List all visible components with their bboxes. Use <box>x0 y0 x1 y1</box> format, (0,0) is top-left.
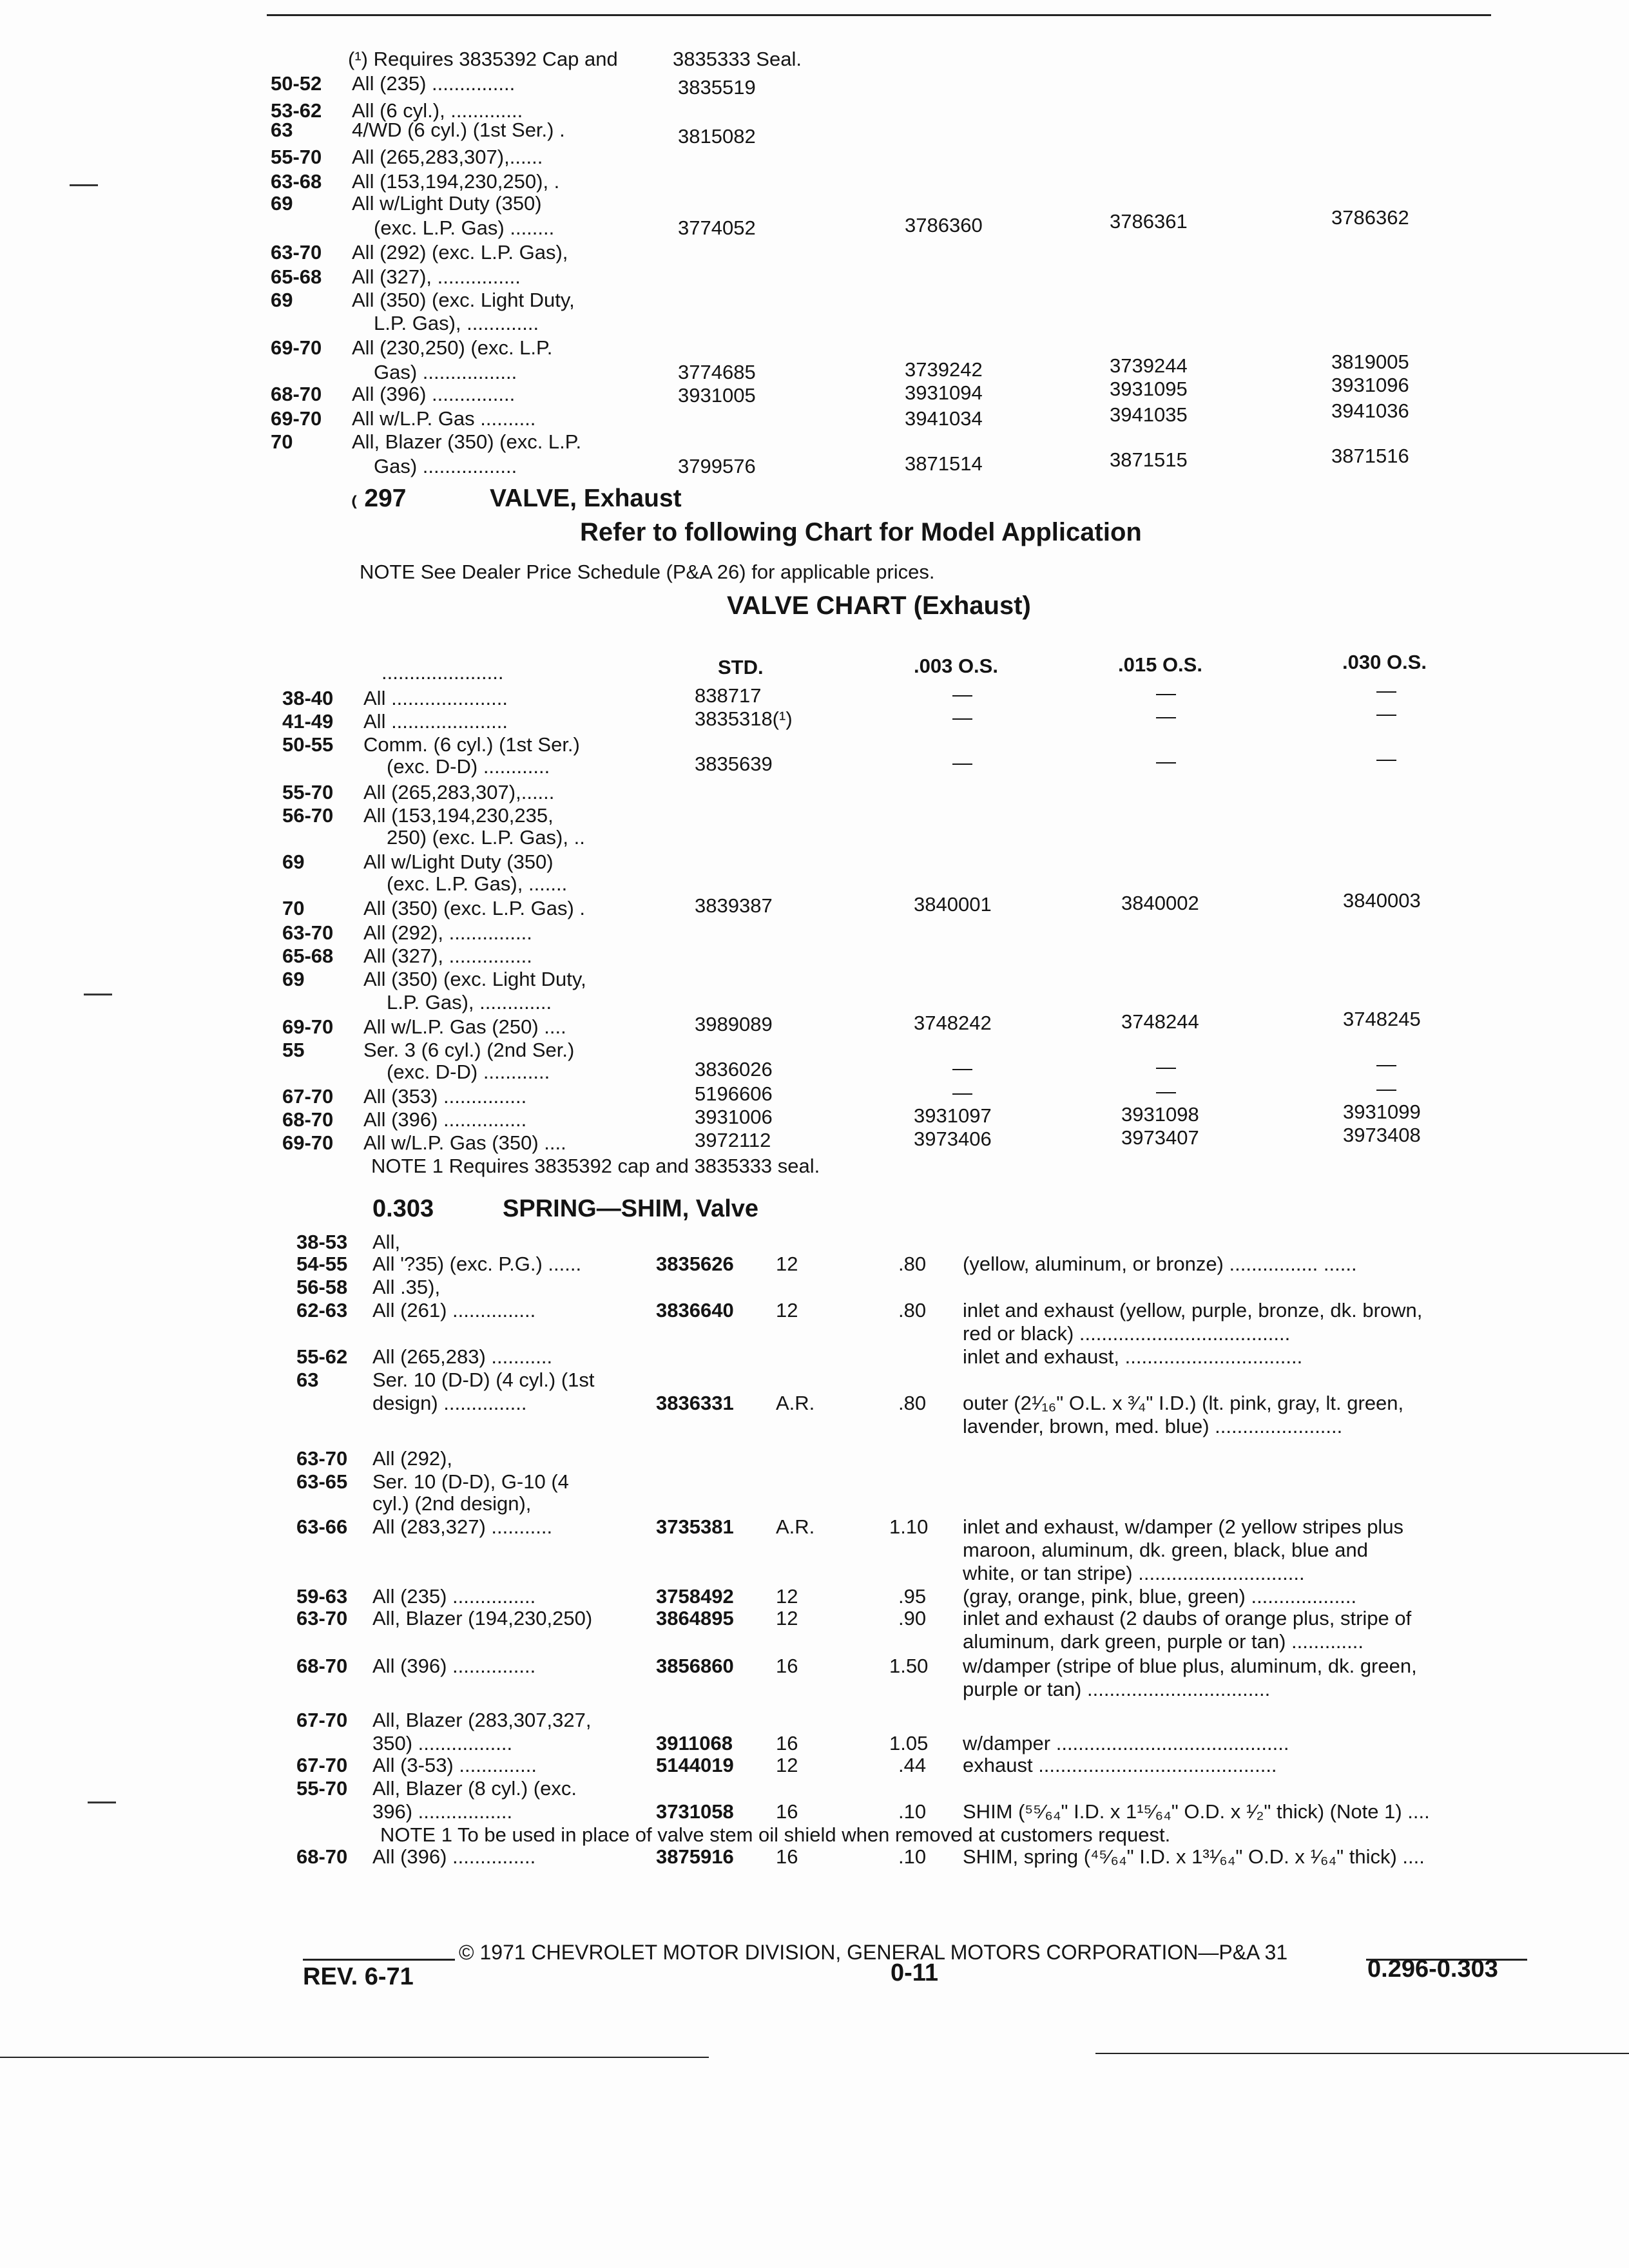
length: .10 <box>898 1800 927 1823</box>
quantity: 12 <box>776 1299 798 1321</box>
quantity: 12 <box>776 1253 798 1275</box>
year-range: 69 <box>282 968 305 990</box>
application-desc: Gas) ................. <box>374 361 517 383</box>
top-rule <box>267 14 1491 16</box>
year-range: 55-70 <box>271 146 322 168</box>
year-range: 65-68 <box>282 945 334 967</box>
section-title-spring-shim: SPRING—SHIM, Valve <box>503 1195 759 1222</box>
part-number: 3856860 <box>656 1655 734 1677</box>
year-range: 63-70 <box>282 921 334 944</box>
part-number: 3931096 <box>1331 374 1409 396</box>
application-desc: All (153,194,230,235, <box>363 804 554 827</box>
application-desc: All, Blazer (8 cyl.) (exc. <box>372 1777 577 1800</box>
length: .10 <box>898 1845 927 1868</box>
part-number: 3836331 <box>656 1392 734 1414</box>
year-range: 63-70 <box>271 241 322 264</box>
copyright-line: © 1971 CHEVROLET MOTOR DIVISION, GENERAL MOTORS CORPORATION—P&A 31 <box>459 1941 1288 1964</box>
application-desc: 4/WD (6 cyl.) (1st Ser.) . <box>352 119 565 141</box>
part-number-std: 3839387 <box>695 894 773 917</box>
application-desc: All (153,194,230,250), . <box>352 170 560 193</box>
application-desc: (exc. L.P. Gas) ........ <box>374 216 555 239</box>
part-number-003: 3748242 <box>914 1012 992 1034</box>
application-desc: (exc. L.P. Gas), ....... <box>387 872 568 895</box>
part-number: 3786362 <box>1331 206 1409 229</box>
year-range: 63 <box>271 119 293 141</box>
application-desc: All (6 cyl.), ............. <box>352 99 523 122</box>
page-number: 0-11 <box>891 1959 938 1986</box>
spring-description: w/damper .......................................... <box>963 1732 1289 1754</box>
application-desc: All (350) (exc. L.P. Gas) . <box>363 897 585 919</box>
application-desc: All (353) ............... <box>363 1085 527 1108</box>
part-number: 3941034 <box>905 407 983 430</box>
application-desc: All (283,327) ........... <box>372 1515 553 1538</box>
part-number: 3875916 <box>656 1845 734 1868</box>
year-range: 54-55 <box>296 1253 348 1275</box>
part-number-std: 838717 <box>695 684 762 707</box>
application-desc: (exc. D-D) ............ <box>387 755 550 778</box>
quantity: 16 <box>776 1655 798 1677</box>
application-desc: All (265,283) ........... <box>372 1345 553 1368</box>
year-range: 68-70 <box>296 1655 348 1677</box>
application-desc: All (327), ............... <box>352 265 521 288</box>
length: .44 <box>898 1754 927 1776</box>
quantity: 12 <box>776 1585 798 1608</box>
part-number: 3871516 <box>1331 445 1409 467</box>
part-number-030: 3973408 <box>1343 1124 1421 1146</box>
application-desc: 250) (exc. L.P. Gas), .. <box>387 826 585 849</box>
application-desc: All (327), ............... <box>363 945 532 967</box>
part-number: 3871514 <box>905 452 983 475</box>
column-header-015: .015 O.S. <box>1118 653 1202 676</box>
spring-description: inlet and exhaust (yellow, purple, bronze, dk. brown, <box>963 1299 1423 1321</box>
year-range: 67-70 <box>296 1709 348 1731</box>
application-desc: All '?35) (exc. P.G.) ...... <box>372 1253 582 1275</box>
part-number-003: — <box>952 1057 972 1079</box>
length: .80 <box>898 1392 927 1414</box>
year-range: 69-70 <box>282 1015 334 1038</box>
spring-description: exhaust ........................................... <box>963 1754 1277 1776</box>
revision-label: REV. 6-71 <box>303 1963 414 1990</box>
part-number-015: 3840002 <box>1121 892 1199 914</box>
part-number-003: 3973406 <box>914 1128 992 1150</box>
year-range: 63-66 <box>296 1515 348 1538</box>
group-number: ₍ 297 <box>351 485 407 512</box>
year-range: 62-63 <box>296 1299 348 1321</box>
part-number-003: 3931097 <box>914 1104 992 1127</box>
application-desc: Ser. 3 (6 cyl.) (2nd Ser.) <box>363 1039 575 1061</box>
part-number: 3786361 <box>1110 210 1188 233</box>
year-range: 50-55 <box>282 733 334 756</box>
part-number: 3774685 <box>678 361 756 383</box>
spring-description: aluminum, dark green, purple or tan) ............. <box>963 1630 1364 1653</box>
part-number-030: — <box>1376 747 1396 770</box>
application-desc: All, Blazer (283,307,327, <box>372 1709 592 1731</box>
part-number-030: 3931099 <box>1343 1100 1421 1123</box>
year-range: 63-68 <box>271 170 322 193</box>
bottom-rule-left <box>0 2057 709 2058</box>
part-number: 3735381 <box>656 1515 734 1538</box>
year-range: 65-68 <box>271 265 322 288</box>
part-number-003: 3840001 <box>914 893 992 916</box>
part-number: 3786360 <box>905 214 983 236</box>
part-number: 3941036 <box>1331 399 1409 422</box>
part-number-003: — <box>952 751 972 774</box>
application-desc: All (235) ............... <box>352 72 516 95</box>
part-number-030: 3748245 <box>1343 1008 1421 1030</box>
spring-description: outer (2¹⁄₁₆" O.L. x ³⁄₄" I.D.) (lt. pink, gray, lt. green, <box>963 1392 1404 1414</box>
spring-description: (gray, orange, pink, blue, green) ................... <box>963 1585 1357 1608</box>
valve-chart-title: VALVE CHART (Exhaust) <box>727 591 1031 620</box>
part-number-003: — <box>952 683 972 706</box>
year-range: 55 <box>282 1039 305 1061</box>
quantity: 16 <box>776 1845 798 1868</box>
spring-description: SHIM (⁵⁵⁄₆₄" I.D. x 1¹⁵⁄₆₄" O.D. x ¹⁄₂" thick) (Note 1) .... <box>963 1800 1430 1823</box>
part-number-std: 3835639 <box>695 753 773 775</box>
application-desc: Gas) ................. <box>374 455 517 477</box>
application-desc: All (292), ............... <box>363 921 532 944</box>
spring-description: red or black) ...................................... <box>963 1322 1291 1345</box>
application-desc: All (292) (exc. L.P. Gas), <box>352 241 568 264</box>
margin-tick <box>70 184 98 186</box>
year-range: 55-62 <box>296 1345 348 1368</box>
length: 1.05 <box>889 1732 929 1754</box>
application-desc: All, Blazer (194,230,250) <box>372 1607 593 1629</box>
part-number-std: 3836026 <box>695 1058 773 1081</box>
part-number: 3836640 <box>656 1299 734 1321</box>
year-range: 69 <box>271 192 293 215</box>
part-number: 3931005 <box>678 384 756 407</box>
spring-description: SHIM, spring (⁴⁵⁄₆₄" I.D. x 1³¹⁄₆₄" O.D. x ¹⁄₆₄" thick) .... <box>963 1845 1425 1868</box>
year-range: 67-70 <box>296 1754 348 1776</box>
margin-tick <box>84 994 112 995</box>
part-number-015: — <box>1156 682 1176 704</box>
application-desc: All w/L.P. Gas .......... <box>352 407 536 430</box>
spring-description: lavender, brown, med. blue) ....................... <box>963 1415 1343 1437</box>
spring-description: white, or tan stripe) .............................. <box>963 1562 1305 1584</box>
spring-note: NOTE 1 To be used in place of valve stem oil shield when removed at customers request. <box>380 1823 1171 1846</box>
year-range: 59-63 <box>296 1585 348 1608</box>
application-desc: All (396) ............... <box>363 1108 527 1131</box>
part-number-003: — <box>952 1081 972 1104</box>
application-desc: Ser. 10 (D-D), G-10 (4 <box>372 1470 569 1493</box>
group-range: 0.296-0.303 <box>1367 1956 1498 1983</box>
application-desc: All (350) (exc. Light Duty, <box>363 968 586 990</box>
application-desc: All w/Light Duty (350) <box>363 850 554 873</box>
part-number: 3819005 <box>1331 351 1409 373</box>
year-range: 70 <box>282 897 305 919</box>
part-number-std: 3989089 <box>695 1013 773 1035</box>
spring-description: w/damper (stripe of blue plus, aluminum, dk. green, <box>963 1655 1417 1677</box>
quantity: 12 <box>776 1754 798 1776</box>
year-range: 63-70 <box>296 1447 348 1470</box>
spring-description: inlet and exhaust, ................................ <box>963 1345 1303 1368</box>
year-range: 69 <box>282 850 305 873</box>
application-desc: Ser. 10 (D-D) (4 cyl.) (1st <box>372 1369 595 1391</box>
column-header-std: STD. <box>718 656 764 678</box>
part-number: 3941035 <box>1110 403 1188 426</box>
application-desc: (¹) Requires 3835392 Cap and <box>348 48 618 70</box>
part-number: 3864895 <box>656 1607 734 1629</box>
application-desc: All, Blazer (350) (exc. L.P. <box>352 430 582 453</box>
part-number-015: — <box>1156 750 1176 773</box>
year-range: 41-49 <box>282 710 334 733</box>
part-number-030: 3840003 <box>1343 889 1421 912</box>
application-desc: All .35), <box>372 1276 441 1298</box>
spring-description: purple or tan) ................................. <box>963 1678 1271 1700</box>
application-desc: All ..................... <box>363 710 508 733</box>
part-number: 3871515 <box>1110 448 1188 471</box>
part-number: 3911068 <box>656 1732 733 1754</box>
chart-note: NOTE 1 Requires 3835392 cap and 3835333 seal. <box>371 1155 820 1177</box>
application-desc: (exc. D-D) ............ <box>387 1061 550 1083</box>
column-header-003: .003 O.S. <box>914 655 998 677</box>
year-range: 68-70 <box>296 1845 348 1868</box>
chart-header-leader: ...................... <box>381 661 504 684</box>
length: .80 <box>898 1253 927 1275</box>
year-range: 55-70 <box>296 1777 348 1800</box>
footer-rule-left <box>303 1959 455 1961</box>
year-range: 68-70 <box>271 383 322 405</box>
quantity: A.R. <box>776 1392 815 1414</box>
length: .90 <box>898 1607 927 1629</box>
part-number-015: — <box>1156 1055 1176 1078</box>
year-range: 63-65 <box>296 1470 348 1493</box>
year-range: 69-70 <box>271 336 322 359</box>
application-desc: Comm. (6 cyl.) (1st Ser.) <box>363 733 580 756</box>
part-number: 3774052 <box>678 216 756 239</box>
application-desc: cyl.) (2nd design), <box>372 1492 532 1515</box>
year-range: 63 <box>296 1369 319 1391</box>
application-desc: All ..................... <box>363 687 508 709</box>
application-desc: All (292), <box>372 1447 453 1470</box>
part-number: 3835626 <box>656 1253 734 1275</box>
year-range: 50-52 <box>271 72 322 95</box>
refer-chart-heading: Refer to following Chart for Model Application <box>580 518 1142 546</box>
spring-group-number: 0.303 <box>372 1195 434 1222</box>
section-title-valve-exhaust: VALVE, Exhaust <box>490 485 682 512</box>
year-range: 56-58 <box>296 1276 348 1298</box>
application-desc: 350) ................. <box>372 1732 513 1754</box>
length: 1.50 <box>889 1655 929 1677</box>
part-number-030: — <box>1376 702 1396 725</box>
part-number: 3835333 Seal. <box>673 48 802 70</box>
part-number-015: — <box>1156 705 1176 727</box>
part-number-015: — <box>1156 1080 1176 1102</box>
application-desc: All (396) ............... <box>372 1655 536 1677</box>
column-header-030: .030 O.S. <box>1342 651 1427 673</box>
length: 1.10 <box>889 1515 929 1538</box>
spring-description: inlet and exhaust, w/damper (2 yellow stripes plus <box>963 1515 1404 1538</box>
price-note: NOTE See Dealer Price Schedule (P&A 26) for applicable prices. <box>360 561 935 583</box>
part-number: 3931095 <box>1110 378 1188 400</box>
application-desc: All (396) ............... <box>352 383 516 405</box>
part-number-030: — <box>1376 1077 1396 1100</box>
part-number-std: 3972112 <box>695 1129 771 1151</box>
year-range: 63-70 <box>296 1607 348 1629</box>
year-range: 67-70 <box>282 1085 334 1108</box>
application-desc: All (3-53) .............. <box>372 1754 537 1776</box>
year-range: 53-62 <box>271 99 322 122</box>
part-number: 3758492 <box>656 1585 734 1608</box>
margin-tick <box>88 1802 116 1803</box>
year-range: 69-70 <box>271 407 322 430</box>
part-number: 3739242 <box>905 358 983 381</box>
part-number: 3835519 <box>678 76 756 99</box>
length: .80 <box>898 1299 927 1321</box>
part-number: 3931094 <box>905 381 983 404</box>
application-desc: L.P. Gas), ............. <box>387 991 552 1014</box>
part-number-015: 3973407 <box>1121 1126 1199 1149</box>
application-desc: All (350) (exc. Light Duty, <box>352 289 575 311</box>
length: .95 <box>898 1585 927 1608</box>
year-range: 55-70 <box>282 781 334 803</box>
quantity: 16 <box>776 1732 798 1754</box>
part-number-030: — <box>1376 679 1396 702</box>
quantity: 16 <box>776 1800 798 1823</box>
part-number-030: — <box>1376 1053 1396 1075</box>
part-number-003: — <box>952 706 972 729</box>
spring-description: maroon, aluminum, dk. green, black, blue and <box>963 1539 1368 1561</box>
application-desc: All w/L.P. Gas (250) .... <box>363 1015 566 1038</box>
part-number-015: 3748244 <box>1121 1010 1199 1033</box>
application-desc: All (396) ............... <box>372 1845 536 1868</box>
bottom-rule-right <box>1095 2053 1629 2054</box>
application-desc: design) ............... <box>372 1392 527 1414</box>
application-desc: All (230,250) (exc. L.P. <box>352 336 553 359</box>
application-desc: All (235) ............... <box>372 1585 536 1608</box>
year-range: 69 <box>271 289 293 311</box>
year-range: 38-53 <box>296 1231 348 1253</box>
quantity: 12 <box>776 1607 798 1629</box>
application-desc: L.P. Gas), ............. <box>374 312 539 334</box>
part-number: 3799576 <box>678 455 756 477</box>
part-number: 3739244 <box>1110 354 1188 377</box>
part-number-std: 3931006 <box>695 1106 773 1128</box>
application-desc: 396) ................. <box>372 1800 513 1823</box>
application-desc: All (265,283,307),...... <box>352 146 543 168</box>
part-number: 3731058 <box>656 1800 734 1823</box>
quantity: A.R. <box>776 1515 815 1538</box>
application-desc: All (265,283,307),...... <box>363 781 555 803</box>
year-range: 56-70 <box>282 804 334 827</box>
year-range: 69-70 <box>282 1131 334 1154</box>
part-number: 3815082 <box>678 125 756 148</box>
application-desc: All w/Light Duty (350) <box>352 192 542 215</box>
year-range: 70 <box>271 430 293 453</box>
application-desc: All, <box>372 1231 401 1253</box>
spring-description: (yellow, aluminum, or bronze) ................ ...... <box>963 1253 1357 1275</box>
part-number-std: 3835318(¹) <box>695 707 793 730</box>
part-number: 5144019 <box>656 1754 734 1776</box>
application-desc: All w/L.P. Gas (350) .... <box>363 1131 566 1154</box>
application-desc: All (261) ............... <box>372 1299 536 1321</box>
year-range: 38-40 <box>282 687 334 709</box>
year-range: 68-70 <box>282 1108 334 1131</box>
part-number-015: 3931098 <box>1121 1103 1199 1126</box>
spring-description: inlet and exhaust (2 daubs of orange plus, stripe of <box>963 1607 1412 1629</box>
part-number-std: 5196606 <box>695 1082 773 1105</box>
